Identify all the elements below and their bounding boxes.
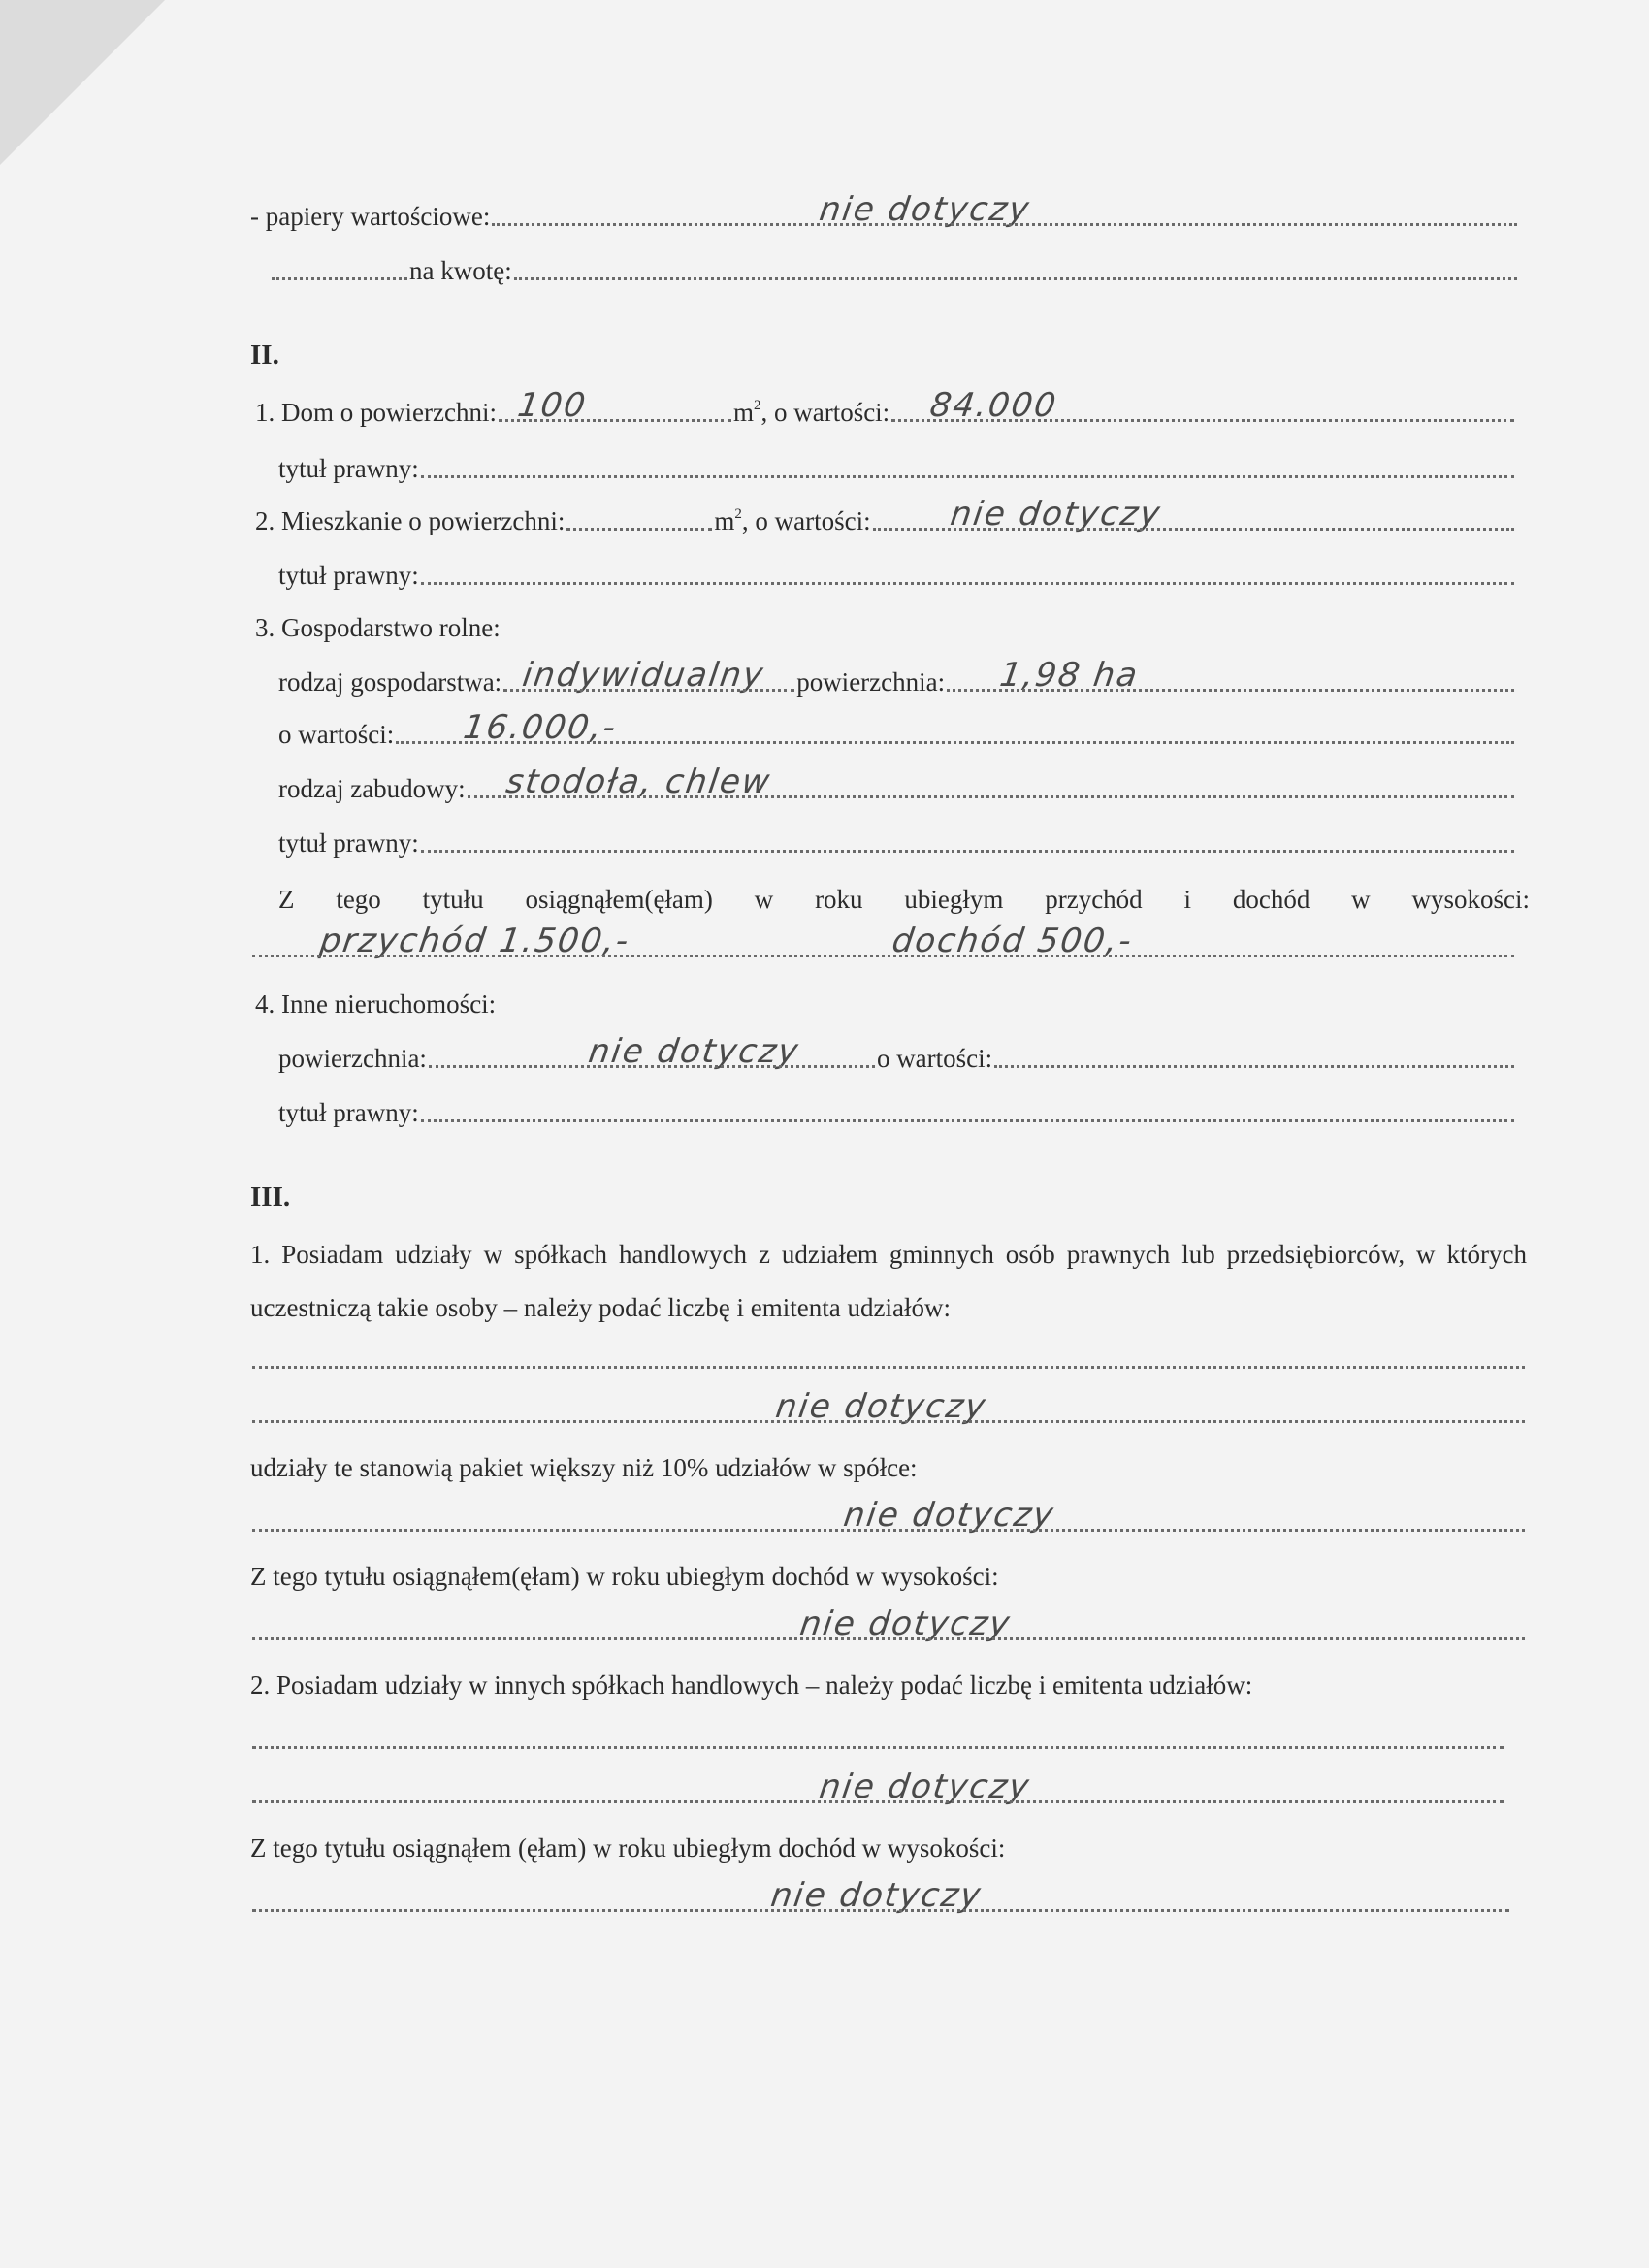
other-title-row — [278, 1096, 1516, 1129]
shares-line-2 — [250, 1387, 1527, 1430]
other-shares-field-1[interactable] — [252, 1723, 1504, 1756]
other-shares-income-value: nie dotyczy — [768, 1876, 986, 1915]
other-shares-income-label: Z tego tytułu osiągnąłem (ęłam) w roku ubiegłym dochód w wysokości: — [250, 1833, 1006, 1863]
farm-title-label: tytuł prawny: — [278, 828, 419, 858]
amount-prefix-field[interactable] — [272, 254, 407, 287]
farm-income-text: Z tego tytułu osiągnąłem(ęłam) w roku ubiegłym przychód i dochód w wysokości: — [278, 885, 1530, 914]
other-shares-field-2[interactable] — [252, 1767, 1504, 1810]
house-title-label: tytuł prawny: — [278, 454, 419, 483]
apartment-label: 2. Mieszkanie o powierzchni: — [255, 506, 566, 535]
amount-field[interactable] — [514, 254, 1517, 287]
farm-title-field[interactable] — [421, 826, 1514, 859]
stake-row — [250, 1496, 1527, 1539]
shares-income-label-row — [250, 1560, 1527, 1593]
other-shares-line-1 — [250, 1723, 1505, 1756]
farm-area-label: powierzchnia: — [796, 667, 946, 697]
apartment-title-row — [278, 559, 1516, 592]
stake-field[interactable] — [252, 1496, 1525, 1539]
shares-income-field[interactable] — [252, 1604, 1525, 1647]
house-unit: $m^2$, o wartości: — [732, 398, 890, 427]
house-value-field[interactable] — [891, 386, 1514, 429]
farm-value-field[interactable] — [396, 708, 1514, 751]
farm-value: 16.000,- — [461, 708, 621, 747]
shares-income-row — [250, 1604, 1527, 1647]
other-title-field[interactable] — [421, 1096, 1514, 1129]
house-area-field[interactable] — [499, 386, 731, 429]
folded-corner — [0, 0, 165, 165]
shares-gmina-text: 1. Posiadam udziały w spółkach handlowych z udziałem gminnych osób prawnych lub przedsiębiorców, w których uczestniczą takie osoby – należy podać liczbę i emitenta udziałów: — [250, 1240, 1527, 1322]
other-area-value: nie dotyczy — [586, 1032, 802, 1071]
farm-buildings-row — [278, 762, 1516, 805]
farm-label: 3. Gospodarstwo rolne: — [255, 613, 501, 642]
other-area-field[interactable] — [429, 1032, 875, 1075]
farm-buildings-value: stodoła, chlew — [502, 762, 774, 801]
house-row — [255, 386, 1516, 429]
house-title-field[interactable] — [421, 452, 1514, 485]
apartment-area-field[interactable] — [566, 504, 712, 537]
other-value-label: o wartości: — [876, 1044, 993, 1073]
farm-heading-row — [255, 611, 1516, 644]
other-shares-line-2 — [250, 1767, 1505, 1810]
farm-income-field[interactable] — [252, 922, 1514, 964]
house-title-row — [278, 452, 1516, 485]
farm-buildings-label: rodzaj zabudowy: — [278, 774, 466, 803]
house-area-value: 100 — [515, 386, 590, 425]
apartment-unit: $m^2$, o wartości: — [714, 506, 871, 535]
shares-income-label: Z tego tytułu osiągnąłem(ęłam) w roku ubiegłym dochód w wysokości: — [250, 1562, 999, 1591]
apartment-title-label: tytuł prawny: — [278, 561, 419, 590]
farm-profit-value: dochód 500,- — [889, 922, 1136, 960]
securities-row — [250, 190, 1519, 233]
amount-label: na kwotę: — [409, 256, 512, 285]
other-value-field[interactable] — [994, 1042, 1514, 1075]
farm-buildings-field[interactable] — [468, 762, 1514, 805]
securities-value: nie dotyczy — [817, 190, 1034, 229]
stake-label: udziały te stanowią pakiet większy niż 10% udziałów w spółce: — [250, 1453, 918, 1482]
shares-line-1 — [250, 1343, 1527, 1376]
farm-type-value: indywidualny — [520, 656, 768, 695]
stake-value: nie dotyczy — [841, 1496, 1058, 1535]
farm-title-row — [278, 826, 1516, 859]
securities-label: - papiery wartościowe: — [250, 202, 491, 231]
stake-label-row — [250, 1451, 1527, 1484]
other-property-label: 4. Inne nieruchomości: — [255, 989, 497, 1019]
shares-value: nie dotyczy — [773, 1387, 990, 1426]
other-property-heading-row — [255, 988, 1516, 1021]
apartment-value: nie dotyczy — [947, 495, 1164, 534]
farm-area-field[interactable] — [947, 656, 1514, 698]
amount-row — [270, 254, 1519, 287]
farm-type-row — [278, 656, 1516, 698]
farm-value-label: o wartości: — [278, 720, 395, 749]
shares-field-2[interactable] — [252, 1387, 1525, 1430]
other-shares-value: nie dotyczy — [817, 1767, 1034, 1806]
section-ii-heading: II. — [250, 340, 279, 371]
apartment-row — [255, 495, 1516, 537]
securities-field[interactable] — [492, 190, 1517, 233]
farm-type-label: rodzaj gospodarstwa: — [278, 667, 502, 697]
other-shares-income-field[interactable] — [252, 1876, 1509, 1919]
other-shares-label-row — [250, 1669, 1527, 1701]
shares-income-value: nie dotyczy — [797, 1604, 1015, 1643]
house-value: 84.000 — [927, 386, 1060, 425]
farm-area-value: 1,98 ha — [997, 656, 1142, 695]
apartment-title-field[interactable] — [421, 559, 1514, 592]
other-shares-income-label-row — [250, 1831, 1527, 1864]
farm-income-row — [250, 922, 1516, 964]
farm-type-field[interactable] — [503, 656, 794, 698]
other-property-row — [278, 1032, 1516, 1075]
shares-field-1[interactable] — [252, 1343, 1525, 1376]
other-shares-income-row — [250, 1876, 1511, 1919]
house-label: 1. Dom o powierzchni: — [255, 398, 497, 427]
apartment-value-field[interactable] — [873, 495, 1514, 537]
other-shares-label: 2. Posiadam udziały w innych spółkach handlowych – należy podać liczbę i emitenta udziałów: — [250, 1670, 1253, 1700]
farm-revenue-value: przychód 1.500,- — [317, 922, 633, 960]
section-iii-heading: III. — [250, 1182, 291, 1213]
farm-value-row — [278, 708, 1516, 751]
other-area-label: powierzchnia: — [278, 1044, 427, 1073]
other-title-label: tytuł prawny: — [278, 1098, 419, 1127]
